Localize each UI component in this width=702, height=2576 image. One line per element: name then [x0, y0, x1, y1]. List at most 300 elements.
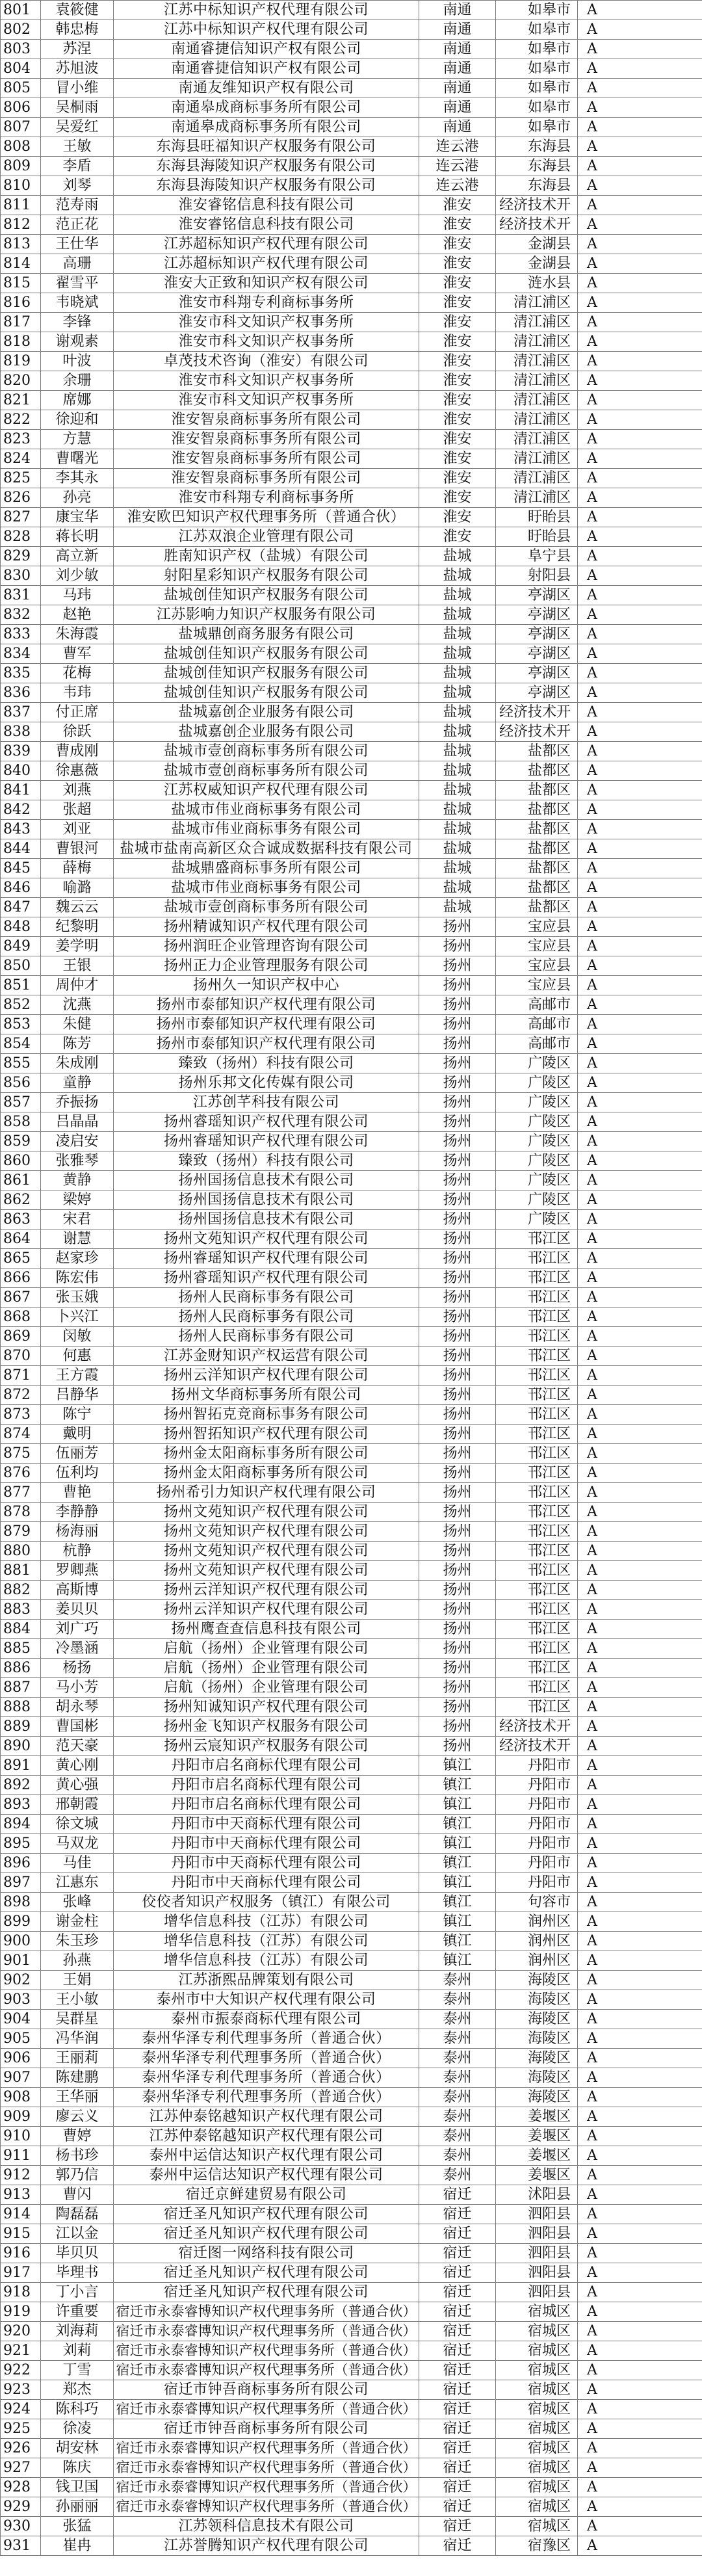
- county-cell: 广陵区: [496, 1210, 578, 1229]
- company-name-cell: 盐城市伟业商标事务有限公司: [114, 820, 419, 839]
- county-cell: 射阳县: [496, 566, 578, 586]
- county-cell: 宿城区: [496, 2478, 578, 2497]
- row-number-cell: 903: [1, 1990, 41, 2010]
- row-number-cell: 856: [1, 1073, 41, 1093]
- grade-cell: A: [578, 2536, 702, 2556]
- company-name-cell: 江苏仲泰铭越知识产权代理有限公司: [114, 2127, 419, 2146]
- city-cell: 镇江: [419, 1854, 496, 1873]
- city-cell: 盐城: [419, 722, 496, 742]
- company-name-cell: 扬州人民商标事务有限公司: [114, 1288, 419, 1308]
- county-cell: 海陵区: [496, 1990, 578, 2010]
- agent-name-cell: 张雅琴: [41, 1151, 114, 1171]
- company-name-cell: 扬州人民商标事务有限公司: [114, 1308, 419, 1327]
- agent-name-cell: 刘琴: [41, 176, 114, 196]
- row-number-cell: 867: [1, 1288, 41, 1308]
- row-number-cell: 825: [1, 469, 41, 488]
- grade-cell: A: [578, 1581, 702, 1600]
- table-row: [1, 1600, 702, 1620]
- company-name-cell: 江苏权威知识产权代理有限公司: [114, 781, 419, 800]
- row-number-cell: 918: [1, 2283, 41, 2302]
- row-number-cell: 896: [1, 1854, 41, 1873]
- agent-name-cell: 冒小维: [41, 79, 114, 98]
- table-row: [1, 1366, 702, 1386]
- company-name-cell: 扬州文苑知识产权代理有限公司: [114, 1503, 419, 1522]
- county-cell: 泗阳县: [496, 2224, 578, 2244]
- city-cell: 扬州: [419, 1229, 496, 1249]
- agent-name-cell: 郑杰: [41, 2380, 114, 2400]
- grade-cell: A: [578, 1151, 702, 1171]
- agent-name-cell: 胡永琴: [41, 1698, 114, 1717]
- table-row: [1, 1698, 702, 1717]
- city-cell: 扬州: [419, 1483, 496, 1503]
- company-name-cell: 扬州市泰郁知识产权代理有限公司: [114, 1015, 419, 1034]
- table-row: [1, 527, 702, 547]
- row-number-cell: 863: [1, 1210, 41, 1229]
- county-cell: 盱眙县: [496, 527, 578, 547]
- table-row: [1, 352, 702, 371]
- row-number-cell: 908: [1, 2088, 41, 2107]
- agent-name-cell: 苏旭波: [41, 59, 114, 79]
- row-number-cell: 818: [1, 332, 41, 352]
- row-number-cell: 913: [1, 2185, 41, 2205]
- table-row: [1, 391, 702, 410]
- company-name-cell: 淮安智泉商标事务所有限公司: [114, 410, 419, 430]
- table-row: [1, 1, 702, 20]
- city-cell: 扬州: [419, 1190, 496, 1210]
- county-cell: 清江浦区: [496, 410, 578, 430]
- county-cell: 广陵区: [496, 1171, 578, 1190]
- county-cell: 经济技术开: [496, 215, 578, 235]
- company-name-cell: 扬州云洋知识产权代理有限公司: [114, 1581, 419, 1600]
- company-name-cell: 盐城市壹创商标事务所有限公司: [114, 742, 419, 761]
- city-cell: 南通: [419, 118, 496, 137]
- county-cell: 阜宁县: [496, 547, 578, 566]
- agent-name-cell: 陈科巧: [41, 2400, 114, 2419]
- company-name-cell: 江苏浙熙品牌策划有限公司: [114, 1971, 419, 1990]
- company-name-cell: 江苏超标知识产权代理有限公司: [114, 235, 419, 254]
- row-number-cell: 806: [1, 98, 41, 118]
- company-name-cell: 扬州国扬信息技术有限公司: [114, 1171, 419, 1190]
- grade-cell: A: [578, 449, 702, 469]
- grade-cell: A: [578, 1873, 702, 1893]
- city-cell: 盐城: [419, 625, 496, 644]
- grade-cell: A: [578, 98, 702, 118]
- city-cell: 扬州: [419, 995, 496, 1015]
- agent-name-cell: 许重要: [41, 2302, 114, 2322]
- agent-name-cell: 曹艳: [41, 1483, 114, 1503]
- company-name-cell: 淮安市科文知识产权事务所: [114, 371, 419, 391]
- agent-name-cell: 曹婷: [41, 2127, 114, 2146]
- agent-name-cell: 刘海莉: [41, 2322, 114, 2341]
- table-row: [1, 2127, 702, 2146]
- row-number-cell: 872: [1, 1386, 41, 1405]
- grade-cell: A: [578, 761, 702, 781]
- grade-cell: A: [578, 1659, 702, 1678]
- agent-name-cell: 孙燕: [41, 1951, 114, 1971]
- company-name-cell: 丹阳市中天商标代理有限公司: [114, 1834, 419, 1854]
- company-name-cell: 扬州金飞知识产权服务有限公司: [114, 1717, 419, 1737]
- agent-name-cell: 朱海霞: [41, 625, 114, 644]
- company-name-cell: 扬州智拓克竞商标事务有限公司: [114, 1405, 419, 1425]
- city-cell: 扬州: [419, 1093, 496, 1112]
- county-cell: 盐都区: [496, 761, 578, 781]
- agent-name-cell: 王方霞: [41, 1366, 114, 1386]
- county-cell: 清江浦区: [496, 430, 578, 449]
- row-number-cell: 859: [1, 1132, 41, 1151]
- county-cell: 邗江区: [496, 1698, 578, 1717]
- row-number-cell: 888: [1, 1698, 41, 1717]
- row-number-cell: 830: [1, 566, 41, 586]
- table-row: [1, 605, 702, 625]
- county-cell: 邗江区: [496, 1229, 578, 1249]
- table-row: [1, 937, 702, 956]
- row-number-cell: 812: [1, 215, 41, 235]
- agent-name-cell: 曹曙光: [41, 449, 114, 469]
- agent-name-cell: 冯华润: [41, 2029, 114, 2049]
- city-cell: 淮安: [419, 527, 496, 547]
- table-row: [1, 1132, 702, 1151]
- county-cell: 宿城区: [496, 2302, 578, 2322]
- city-cell: 泰州: [419, 1971, 496, 1990]
- grade-cell: A: [578, 1698, 702, 1717]
- company-name-cell: 盐城鼎创商务服务有限公司: [114, 625, 419, 644]
- table-row: [1, 1717, 702, 1737]
- grade-cell: A: [578, 293, 702, 313]
- agent-name-cell: 戴明: [41, 1425, 114, 1444]
- grade-cell: A: [578, 722, 702, 742]
- table-row: [1, 898, 702, 917]
- agent-name-cell: 杨扬: [41, 1659, 114, 1678]
- row-number-cell: 821: [1, 391, 41, 410]
- table-row: [1, 2400, 702, 2419]
- agent-name-cell: 刘少敏: [41, 566, 114, 586]
- company-name-cell: 盐城创佳知识产权服务有限公司: [114, 683, 419, 703]
- county-cell: 海陵区: [496, 1971, 578, 1990]
- city-cell: 淮安: [419, 469, 496, 488]
- table-row: [1, 1795, 702, 1815]
- table-row: [1, 2458, 702, 2478]
- row-number-cell: 915: [1, 2224, 41, 2244]
- county-cell: 清江浦区: [496, 371, 578, 391]
- grade-cell: A: [578, 2302, 702, 2322]
- company-name-cell: 盐城嘉创企业服务有限公司: [114, 703, 419, 722]
- city-cell: 扬州: [419, 1561, 496, 1581]
- county-cell: 亭湖区: [496, 625, 578, 644]
- row-number-cell: 820: [1, 371, 41, 391]
- agent-name-cell: 乔振扬: [41, 1093, 114, 1112]
- grade-cell: A: [578, 1620, 702, 1639]
- row-number-cell: 871: [1, 1366, 41, 1386]
- grade-cell: A: [578, 2263, 702, 2283]
- agent-name-cell: 赵家珍: [41, 1249, 114, 1268]
- county-cell: 金湖县: [496, 235, 578, 254]
- table-row: [1, 1503, 702, 1522]
- table-row: [1, 488, 702, 508]
- city-cell: 泰州: [419, 2049, 496, 2068]
- row-number-cell: 819: [1, 352, 41, 371]
- company-name-cell: 宿迁市永泰睿博知识产权代理事务所（普通合伙）: [114, 2478, 419, 2497]
- grade-cell: A: [578, 2517, 702, 2536]
- grade-cell: A: [578, 683, 702, 703]
- table-row: [1, 1756, 702, 1776]
- city-cell: 南通: [419, 40, 496, 59]
- grade-cell: A: [578, 332, 702, 352]
- table-row: [1, 820, 702, 839]
- grade-cell: A: [578, 118, 702, 137]
- table-row: [1, 722, 702, 742]
- city-cell: 镇江: [419, 1776, 496, 1795]
- company-name-cell: 淮安睿铭信息科技有限公司: [114, 215, 419, 235]
- row-number-cell: 884: [1, 1620, 41, 1639]
- agent-name-cell: 伍利均: [41, 1464, 114, 1483]
- city-cell: 镇江: [419, 1795, 496, 1815]
- agent-name-cell: 曹闪: [41, 2185, 114, 2205]
- city-cell: 扬州: [419, 1737, 496, 1756]
- row-number-cell: 823: [1, 430, 41, 449]
- county-cell: 邗江区: [496, 1620, 578, 1639]
- company-name-cell: 江苏双浪企业管理有限公司: [114, 527, 419, 547]
- table-row: [1, 2088, 702, 2107]
- table-row: [1, 1112, 702, 1132]
- table-row: [1, 449, 702, 469]
- table-row: [1, 976, 702, 995]
- county-cell: 清江浦区: [496, 293, 578, 313]
- county-cell: 经济技术开: [496, 1737, 578, 1756]
- county-cell: 邗江区: [496, 1542, 578, 1561]
- county-cell: 清江浦区: [496, 332, 578, 352]
- county-cell: 姜堰区: [496, 2166, 578, 2185]
- city-cell: 宿迁: [419, 2439, 496, 2458]
- company-name-cell: 宿迁市永泰睿博知识产权代理事务所（普通合伙）: [114, 2341, 419, 2361]
- city-cell: 南通: [419, 98, 496, 118]
- company-name-cell: 盐城市伟业商标事务有限公司: [114, 878, 419, 898]
- city-cell: 扬州: [419, 1327, 496, 1347]
- company-name-cell: 扬州国扬信息技术有限公司: [114, 1190, 419, 1210]
- grade-cell: A: [578, 1327, 702, 1347]
- table-row: [1, 761, 702, 781]
- county-cell: 邗江区: [496, 1405, 578, 1425]
- county-cell: 丹阳市: [496, 1815, 578, 1834]
- table-row: [1, 995, 702, 1015]
- county-cell: 盱眙县: [496, 508, 578, 527]
- table-row: [1, 1034, 702, 1054]
- company-name-cell: 淮安市科文知识产权事务所: [114, 332, 419, 352]
- row-number-cell: 866: [1, 1268, 41, 1288]
- table-row: [1, 293, 702, 313]
- table-row: [1, 1347, 702, 1366]
- agent-name-cell: 罗卿燕: [41, 1561, 114, 1581]
- grade-cell: A: [578, 40, 702, 59]
- company-name-cell: 扬州久一知识产权中心: [114, 976, 419, 995]
- row-number-cell: 844: [1, 839, 41, 859]
- table-row: [1, 917, 702, 937]
- company-name-cell: 扬州云洋知识产权代理有限公司: [114, 1600, 419, 1620]
- grade-cell: A: [578, 1, 702, 20]
- county-cell: 金湖县: [496, 254, 578, 274]
- agent-name-cell: 徐迎和: [41, 410, 114, 430]
- county-cell: 海陵区: [496, 2088, 578, 2107]
- county-cell: 沭阳县: [496, 2185, 578, 2205]
- row-number-cell: 841: [1, 781, 41, 800]
- company-name-cell: 卓茂技术咨询（淮安）有限公司: [114, 352, 419, 371]
- city-cell: 扬州: [419, 1249, 496, 1268]
- row-number-cell: 824: [1, 449, 41, 469]
- agent-name-cell: 康宝华: [41, 508, 114, 527]
- company-name-cell: 增华信息科技（江苏）有限公司: [114, 1912, 419, 1932]
- county-cell: 宿城区: [496, 2361, 578, 2380]
- county-cell: 高邮市: [496, 995, 578, 1015]
- city-cell: 扬州: [419, 1151, 496, 1171]
- agent-name-cell: 吴群星: [41, 2010, 114, 2029]
- city-cell: 扬州: [419, 1581, 496, 1600]
- agent-name-cell: 王华丽: [41, 2088, 114, 2107]
- row-number-cell: 877: [1, 1483, 41, 1503]
- company-name-cell: 泰州华泽专利代理事务所（普通合伙）: [114, 2049, 419, 2068]
- grade-cell: A: [578, 1386, 702, 1405]
- agent-name-cell: 郭乃信: [41, 2166, 114, 2185]
- grade-cell: A: [578, 196, 702, 215]
- row-number-cell: 845: [1, 859, 41, 878]
- city-cell: 扬州: [419, 1444, 496, 1464]
- company-name-cell: 扬州国扬信息技术有限公司: [114, 1210, 419, 1229]
- county-cell: 丹阳市: [496, 1834, 578, 1854]
- row-number-cell: 876: [1, 1464, 41, 1483]
- grade-cell: A: [578, 2029, 702, 2049]
- table-row: [1, 1425, 702, 1444]
- company-name-cell: 淮安欧巴知识产权代理事务所（普通合伙）: [114, 508, 419, 527]
- company-name-cell: 宿迁市永泰睿博知识产权代理事务所（普通合伙）: [114, 2458, 419, 2478]
- company-name-cell: 淮安大正致和知识产权有限公司: [114, 274, 419, 293]
- grade-cell: A: [578, 1776, 702, 1795]
- city-cell: 扬州: [419, 1034, 496, 1054]
- row-number-cell: 930: [1, 2517, 41, 2536]
- grade-cell: A: [578, 20, 702, 40]
- grade-cell: A: [578, 313, 702, 332]
- table-row: [1, 410, 702, 430]
- county-cell: 宿城区: [496, 2497, 578, 2517]
- grade-cell: A: [578, 1034, 702, 1054]
- grade-cell: A: [578, 469, 702, 488]
- county-cell: 丹阳市: [496, 1756, 578, 1776]
- city-cell: 淮安: [419, 313, 496, 332]
- agent-name-cell: 刘亚: [41, 820, 114, 839]
- city-cell: 泰州: [419, 2010, 496, 2029]
- grade-cell: A: [578, 2400, 702, 2419]
- company-name-cell: 丹阳市中天商标代理有限公司: [114, 1815, 419, 1834]
- grade-cell: A: [578, 527, 702, 547]
- city-cell: 宿迁: [419, 2380, 496, 2400]
- company-name-cell: 盐城市壹创商标事务所有限公司: [114, 761, 419, 781]
- row-number-cell: 929: [1, 2497, 41, 2517]
- grade-cell: A: [578, 2380, 702, 2400]
- company-name-cell: 淮安智泉商标事务所有限公司: [114, 430, 419, 449]
- grade-cell: A: [578, 1717, 702, 1737]
- company-name-cell: 宿迁市永泰睿博知识产权代理事务所（普通合伙）: [114, 2439, 419, 2458]
- agent-name-cell: 朱成刚: [41, 1054, 114, 1073]
- row-number-cell: 931: [1, 2536, 41, 2556]
- table-row: [1, 2263, 702, 2283]
- row-number-cell: 834: [1, 644, 41, 664]
- city-cell: 扬州: [419, 917, 496, 937]
- table-row: [1, 1639, 702, 1659]
- county-cell: 涟水县: [496, 274, 578, 293]
- agent-name-cell: 范天豪: [41, 1737, 114, 1756]
- table-row: [1, 79, 702, 98]
- company-name-cell: 扬州文苑知识产权代理有限公司: [114, 1229, 419, 1249]
- table-row: [1, 2029, 702, 2049]
- row-number-cell: 861: [1, 1171, 41, 1190]
- company-name-cell: 启航（扬州）企业管理有限公司: [114, 1639, 419, 1659]
- company-name-cell: 扬州金太阳商标事务所有限公司: [114, 1464, 419, 1483]
- city-cell: 镇江: [419, 1893, 496, 1912]
- row-number-cell: 909: [1, 2107, 41, 2127]
- agent-name-cell: 陶磊磊: [41, 2205, 114, 2224]
- agent-name-cell: 韦玮: [41, 683, 114, 703]
- county-cell: 广陵区: [496, 1054, 578, 1073]
- agent-name-cell: 钱卫国: [41, 2478, 114, 2497]
- agent-name-cell: 方慧: [41, 430, 114, 449]
- row-number-cell: 870: [1, 1347, 41, 1366]
- company-name-cell: 江苏领科信息技术有限公司: [114, 2517, 419, 2536]
- row-number-cell: 842: [1, 800, 41, 820]
- company-name-cell: 盐城创佳知识产权服务有限公司: [114, 644, 419, 664]
- row-number-cell: 927: [1, 2458, 41, 2478]
- grade-cell: A: [578, 2458, 702, 2478]
- city-cell: 宿迁: [419, 2536, 496, 2556]
- grade-cell: A: [578, 235, 702, 254]
- city-cell: 连云港: [419, 176, 496, 196]
- county-cell: 泗阳县: [496, 2244, 578, 2263]
- county-cell: 广陵区: [496, 1093, 578, 1112]
- company-name-cell: 泰州华泽专利代理事务所（普通合伙）: [114, 2068, 419, 2088]
- agent-name-cell: 朱健: [41, 1015, 114, 1034]
- table-row: [1, 235, 702, 254]
- city-cell: 淮安: [419, 215, 496, 235]
- county-cell: 邗江区: [496, 1581, 578, 1600]
- table-row: [1, 469, 702, 488]
- county-cell: 邗江区: [496, 1503, 578, 1522]
- row-number-cell: 928: [1, 2478, 41, 2497]
- city-cell: 泰州: [419, 2029, 496, 2049]
- city-cell: 宿迁: [419, 2283, 496, 2302]
- table-row: [1, 196, 702, 215]
- county-cell: 亭湖区: [496, 683, 578, 703]
- city-cell: 扬州: [419, 1425, 496, 1444]
- table-row: [1, 742, 702, 761]
- grade-cell: A: [578, 157, 702, 176]
- city-cell: 淮安: [419, 332, 496, 352]
- company-name-cell: 淮安市科文知识产权事务所: [114, 391, 419, 410]
- county-cell: 丹阳市: [496, 1776, 578, 1795]
- agent-name-cell: 付正席: [41, 703, 114, 722]
- county-cell: 邗江区: [496, 1600, 578, 1620]
- row-number-cell: 803: [1, 40, 41, 59]
- agent-name-cell: 张超: [41, 800, 114, 820]
- city-cell: 宿迁: [419, 2400, 496, 2419]
- row-number-cell: 829: [1, 547, 41, 566]
- company-name-cell: 扬州市泰郁知识产权代理有限公司: [114, 1034, 419, 1054]
- table-row: [1, 1464, 702, 1483]
- county-cell: 姜堰区: [496, 2107, 578, 2127]
- company-name-cell: 臻致（扬州）科技有限公司: [114, 1151, 419, 1171]
- company-name-cell: 扬州乐邦文化传媒有限公司: [114, 1073, 419, 1093]
- city-cell: 宿迁: [419, 2361, 496, 2380]
- county-cell: 邗江区: [496, 1639, 578, 1659]
- city-cell: 宿迁: [419, 2302, 496, 2322]
- row-number-cell: 807: [1, 118, 41, 137]
- county-cell: 宝应县: [496, 917, 578, 937]
- county-cell: 清江浦区: [496, 352, 578, 371]
